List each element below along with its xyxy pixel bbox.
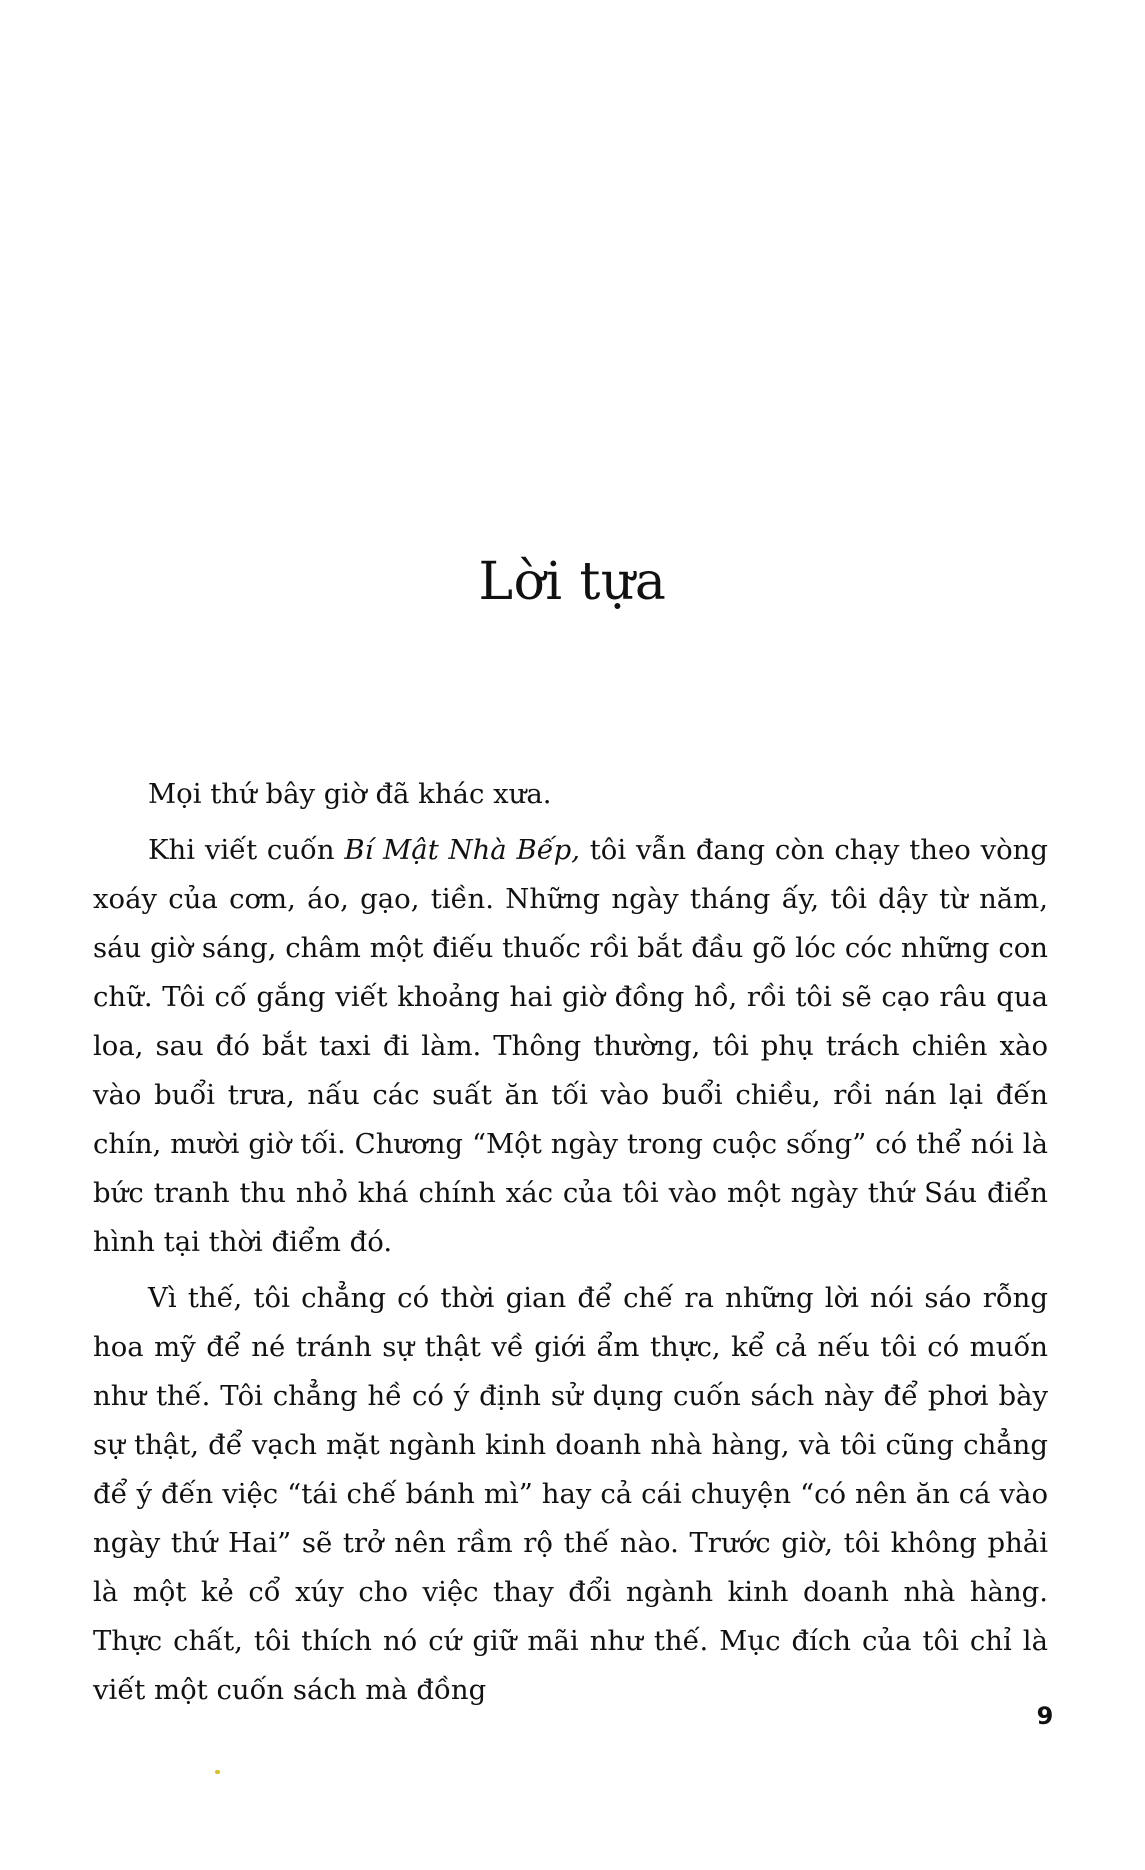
chapter-title: Lời tựa xyxy=(478,552,667,612)
paragraph-2 xyxy=(93,826,1048,1267)
page-number: 9 xyxy=(1036,1702,1054,1730)
body-text xyxy=(93,770,1048,1722)
paragraph-2-lead: Khi viết cuốn xyxy=(148,834,345,866)
paragraph-3: Vì thế, tôi chẳng có thời gian để chế ra những lời nói sáo rỗng hoa mỹ để né tránh sự thật về giới ẩm thực, kể cả nếu tôi có muốn như thế. Tôi chẳng hề có ý định sử dụng cuốn sách này để phơi bày sự thật, để vạch mặt ngành kinh doanh nhà hàng, và tôi cũng chẳng để ý đến việc “tái chế bánh mì” hay cả cái chuyện “có nên ăn cá vào ngày thứ Hai” sẽ trở nên rầm rộ thế nào. Trước giờ, tôi không phải là một kẻ cổ xúy cho việc thay đổi ngành kinh doanh nhà hàng. Thực chất, tôi thích nó cứ giữ mãi như thế. Mục đích của tôi chỉ là viết một cuốn sách mà đồng xyxy=(93,1282,1048,1706)
book-title-italic: Bí Mật Nhà Bếp, xyxy=(344,834,580,866)
paragraph-2-rest: tôi vẫn đang còn chạy theo vòng xoáy của cơm, áo, gạo, tiền. Những ngày tháng ấy, tôi dậy từ năm, sáu giờ sáng, châm một điếu thuốc rồi bắt đầu gõ lóc cóc những con chữ. Tôi cố gắng viết khoảng hai giờ đồng hồ, rồi tôi sẽ cạo râu qua loa, sau đó bắt taxi đi làm. Thông thường, tôi phụ trách chiên xào vào buổi trưa, nấu các suất ăn tối vào buổi chiều, rồi nán lại đến chín, mười giờ tối. Chương “Một ngày trong cuộc sống” có thể nói là bức tranh thu nhỏ khá chính xác của tôi vào một ngày thứ Sáu điển hình tại thời điểm đó. xyxy=(93,834,1048,1258)
scan-speck-decoration xyxy=(215,1770,220,1774)
paragraph-1: Mọi thứ bây giờ đã khác xưa. xyxy=(148,778,552,810)
